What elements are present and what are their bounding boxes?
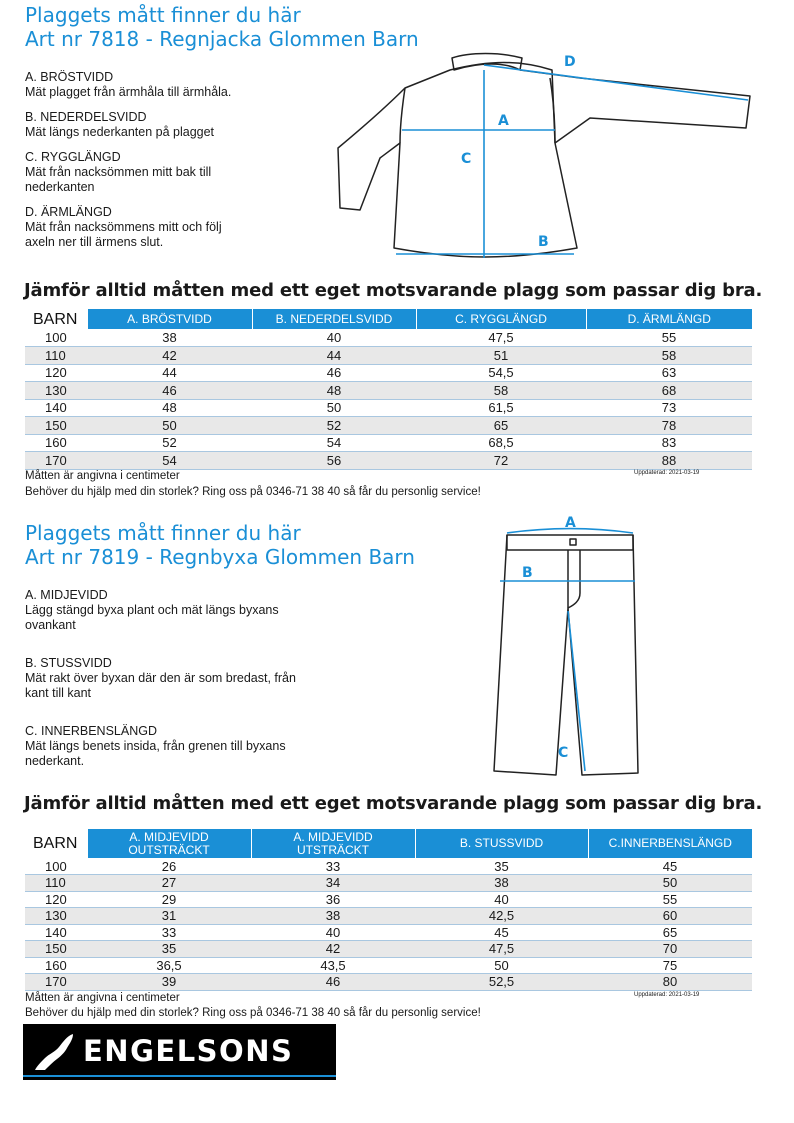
cell-size: 150 [25,417,87,435]
table-cell: 29 [87,891,251,908]
jacket-diagram [330,48,760,266]
table-cell: 40 [252,329,416,347]
table-cell: 52,5 [415,974,588,991]
table-cell: 50 [87,417,252,435]
cell-size: 150 [25,941,87,958]
table-cell: 68,5 [416,434,586,452]
table-cell: 50 [252,399,416,417]
table-cell: 50 [415,957,588,974]
pants-article-title: Art nr 7819 - Regnbyxa Glommen Barn [25,545,415,569]
cell-size: 160 [25,957,87,974]
table-cell: 60 [588,908,752,925]
measure-heading-b: B. STUSSVIDD [25,656,112,670]
col-header-size: BARN [25,309,87,329]
table-cell: 80 [588,974,752,991]
pants-size-table [25,829,752,991]
table-cell: 42 [251,941,415,958]
table-cell: 54,5 [416,364,586,382]
measure-desc-a: Mät plagget från ärmhåla till ärmhåla. [25,85,232,99]
measure-line-c [568,611,585,771]
table-cell: 68 [586,382,752,400]
table-cell: 58 [416,382,586,400]
diagram-label-c: C [461,151,472,167]
table-cell: 33 [87,924,251,941]
table-row [25,417,752,435]
measure-heading-d: D. ÄRMLÄNGD [25,205,112,219]
table-cell: 55 [588,891,752,908]
table-cell: 52 [252,417,416,435]
table-cell: 52 [87,434,252,452]
cell-size: 110 [25,875,87,892]
cell-size: 130 [25,382,87,400]
table-row [25,891,752,908]
table-row [25,347,752,365]
measure-desc-a: Lägg stängd byxa plant och mät längs byxans ovankant [25,603,279,632]
table-header-row [25,309,752,329]
pants-outline [494,535,638,775]
jacket-compare-note: Jämför alltid måtten med ett eget motsvarande plagg som passar dig bra. [24,280,763,301]
table-cell: 35 [415,858,588,875]
jacket-updated-date: Uppdaterad: 2021-03-19 [634,470,700,476]
jacket-unit-note: Måtten är angivna i centimeter [25,470,180,482]
table-cell: 26 [87,858,251,875]
table-row [25,957,752,974]
col-header-brostvidd: A. BRÖSTVIDD [87,309,252,329]
table-cell: 38 [415,875,588,892]
jacket-outline [338,63,577,258]
table-cell: 45 [415,924,588,941]
table-cell: 70 [588,941,752,958]
table-cell: 65 [416,417,586,435]
pants-updated-date: Uppdaterad: 2021-03-19 [634,992,700,998]
measure-desc-b: Mät längs nederkanten på plagget [25,125,215,139]
pants-title: Plaggets mått finner du här [25,521,301,545]
jacket-seam [400,78,555,143]
table-row [25,329,752,347]
pants-compare-note: Jämför alltid måtten med ett eget motsvarande plagg som passar dig bra. [24,793,763,814]
col-header-size: BARN [25,829,87,858]
cell-size: 110 [25,347,87,365]
measure-desc-c: Mät längs benets insida, från grenen till byxans nederkant. [25,739,286,768]
diagram-label-d: D [564,54,576,70]
diagram-label-b: B [522,565,533,581]
pants-measure-instructions [25,588,325,769]
table-cell: 65 [588,924,752,941]
measure-heading-b: B. NEDERDELSVIDD [25,110,147,124]
measure-heading-c: C. RYGGLÄNGD [25,150,121,164]
diagram-label-b: B [538,234,549,250]
table-cell: 42 [87,347,252,365]
table-cell: 33 [251,858,415,875]
table-cell: 42,5 [415,908,588,925]
table-row [25,974,752,991]
table-row [25,434,752,452]
diagram-label-c: C [558,745,569,761]
table-cell: 38 [87,329,252,347]
pants-button [570,539,576,545]
col-header-midjevidd-utstrackt: A. MIDJEVIDD UTSTRÄCKT [251,829,415,858]
table-cell: 36 [251,891,415,908]
table-cell: 75 [588,957,752,974]
diagram-label-a: A [565,515,576,531]
table-row [25,941,752,958]
cell-size: 170 [25,452,87,470]
measure-line-d [484,65,748,100]
cell-size: 140 [25,924,87,941]
measure-desc-d: Mät från nacksömmens mitt och följ axeln ner till ärmens slut. [25,220,222,249]
cell-size: 140 [25,399,87,417]
table-cell: 56 [252,452,416,470]
table-cell: 46 [252,364,416,382]
table-cell: 40 [251,924,415,941]
measure-heading-a: A. BRÖSTVIDD [25,70,114,84]
pants-diagram [490,513,650,778]
jacket-measure-instructions [25,70,325,250]
table-cell: 48 [87,399,252,417]
jacket-size-table [25,309,752,470]
table-cell: 88 [586,452,752,470]
table-row [25,382,752,400]
table-cell: 46 [87,382,252,400]
col-header-innerbenslangd: C.INNERBENSLÄNGD [588,829,752,858]
sweden-map-icon [33,1032,79,1072]
pants-unit-note: Måtten är angivna i centimeter [25,992,180,1004]
table-cell: 45 [588,858,752,875]
table-row [25,858,752,875]
logo-wordmark: ENGELSONS [83,1034,294,1068]
table-cell: 38 [251,908,415,925]
table-header-row [25,829,752,858]
table-cell: 44 [252,347,416,365]
col-header-armlangd: D. ÄRMLÄNGD [586,309,752,329]
table-cell: 51 [416,347,586,365]
jacket-title: Plaggets mått finner du här [25,3,301,27]
table-row [25,452,752,470]
cell-size: 130 [25,908,87,925]
table-cell: 63 [586,364,752,382]
table-cell: 46 [251,974,415,991]
table-cell: 58 [586,347,752,365]
table-row [25,908,752,925]
table-cell: 44 [87,364,252,382]
jacket-collar [452,54,522,71]
table-cell: 35 [87,941,251,958]
cell-size: 100 [25,858,87,875]
table-cell: 47,5 [416,329,586,347]
logo-accent-stripe [23,1075,336,1077]
col-header-rygglangd: C. RYGGLÄNGD [416,309,586,329]
cell-size: 120 [25,891,87,908]
table-cell: 31 [87,908,251,925]
table-cell: 54 [252,434,416,452]
table-cell: 39 [87,974,251,991]
table-cell: 36,5 [87,957,251,974]
col-header-nederdelsvidd: B. NEDERDELSVIDD [252,309,416,329]
col-header-stussvidd: B. STUSSVIDD [415,829,588,858]
col-header-midjevidd-outstrackt: A. MIDJEVIDD OUTSTRÄCKT [87,829,251,858]
measure-desc-b: Mät rakt över byxan där den är som bredast, från kant till kant [25,671,296,700]
cell-size: 100 [25,329,87,347]
table-cell: 27 [87,875,251,892]
cell-size: 120 [25,364,87,382]
table-cell: 40 [415,891,588,908]
cell-size: 170 [25,974,87,991]
table-cell: 73 [586,399,752,417]
table-row [25,875,752,892]
jacket-article-title: Art nr 7818 - Regnjacka Glommen Barn [25,27,419,51]
table-cell: 61,5 [416,399,586,417]
table-cell: 78 [586,417,752,435]
table-cell: 50 [588,875,752,892]
measure-heading-c: C. INNERBENSLÄNGD [25,724,157,738]
table-cell: 47,5 [415,941,588,958]
table-cell: 48 [252,382,416,400]
table-cell: 83 [586,434,752,452]
measure-heading-a: A. MIDJEVIDD [25,588,108,602]
table-row [25,399,752,417]
table-cell: 43,5 [251,957,415,974]
diagram-label-a: A [498,113,509,129]
table-cell: 34 [251,875,415,892]
engelsons-logo [23,1024,336,1080]
pants-help-text: Behöver du hjälp med din storlek? Ring oss på 0346-71 38 40 så får du personlig service! [25,1007,481,1019]
table-row [25,924,752,941]
table-row [25,364,752,382]
cell-size: 160 [25,434,87,452]
table-cell: 55 [586,329,752,347]
pants-fly [568,550,580,608]
measure-desc-c: Mät från nacksömmen mitt bak till nederkanten [25,165,212,194]
table-cell: 72 [416,452,586,470]
table-cell: 54 [87,452,252,470]
jacket-help-text: Behöver du hjälp med din storlek? Ring oss på 0346-71 38 40 så får du personlig service! [25,486,481,498]
